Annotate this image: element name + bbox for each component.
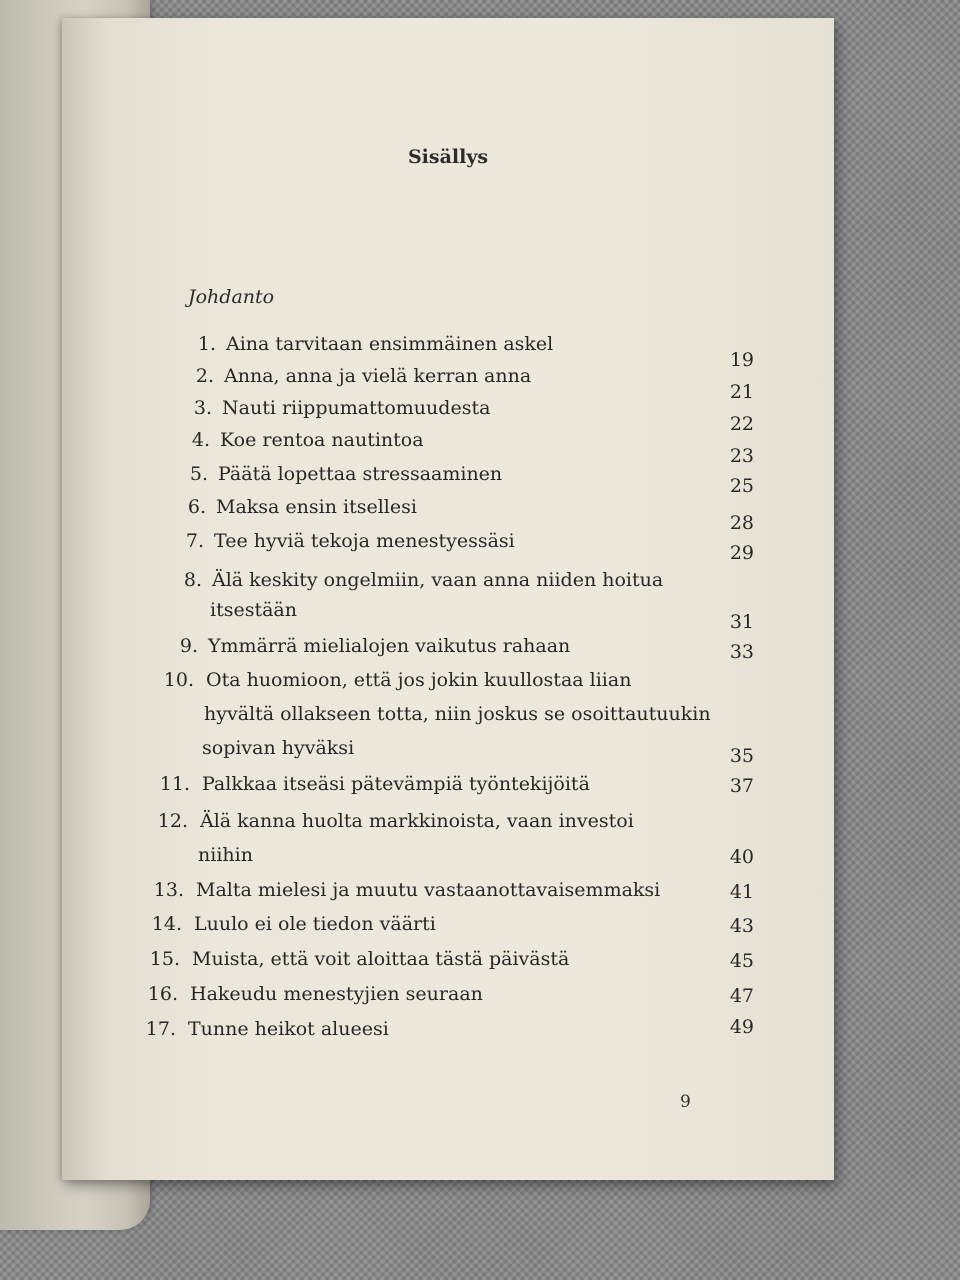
entry-page: 40 (729, 846, 754, 868)
page-number: 9 (680, 1092, 691, 1112)
entry-number: 8. (183, 569, 202, 591)
entry-title-line-2: hyvältä ollakseen totta, niin joskus se osoittautuukin (204, 703, 711, 725)
page-title: Sisällys (407, 146, 489, 168)
entry-title: Tee hyviä tekoja menestyessäsi (214, 530, 515, 552)
entry-title: Luulo ei ole tiedon väärti (194, 913, 436, 935)
entry-number: 7. (185, 530, 204, 552)
entry-number: 1. (197, 333, 216, 355)
entry-page: 45 (729, 950, 754, 972)
entry-title: Ymmärrä mielialojen vaikutus rahaan (208, 635, 571, 657)
book-page (62, 18, 834, 1180)
entry-number: 2. (195, 365, 214, 387)
entry-title: Maksa ensin itsellesi (216, 496, 417, 518)
entry-title: Palkkaa itseäsi pätevämpiä työntekijöitä (202, 773, 590, 795)
entry-title-line-1: Älä keskity ongelmiin, vaan anna niiden hoitua (212, 569, 664, 591)
entry-page: 23 (729, 445, 754, 467)
entry-page: 25 (729, 475, 754, 497)
entry-number: 14. (151, 913, 182, 935)
entry-page: 28 (729, 512, 754, 534)
entry-title: Muista, että voit aloittaa tästä päivästä (192, 948, 570, 970)
entry-number: 9. (179, 635, 198, 657)
entry-number: 11. (159, 773, 190, 795)
entry-title-line-2: itsestään (210, 599, 297, 621)
entry-title: Anna, anna ja vielä kerran anna (224, 365, 532, 387)
entry-number: 6. (187, 496, 206, 518)
entry-page: 41 (729, 881, 754, 903)
entry-page: 22 (729, 413, 754, 435)
entry-number: 12. (157, 810, 188, 832)
entry-number: 5. (189, 463, 208, 485)
entry-number: 10. (163, 669, 194, 691)
entry-page: 49 (729, 1016, 754, 1038)
entry-page: 43 (729, 915, 754, 937)
entry-page: 33 (729, 641, 754, 663)
section-label-johdanto: Johdanto (188, 286, 275, 308)
entry-title-line-3: sopivan hyväksi (202, 737, 355, 759)
entry-number: 4. (191, 429, 210, 451)
entry-title: Hakeudu menestyjien seuraan (190, 983, 483, 1005)
entry-title: Aina tarvitaan ensimmäinen askel (226, 333, 554, 355)
entry-title: Malta mielesi ja muutu vastaanottavaisemmaksi (196, 879, 661, 901)
entry-number: 15. (149, 948, 180, 970)
entry-page: 21 (729, 381, 754, 403)
entry-title: Koe rentoa nautintoa (220, 429, 424, 451)
entry-page: 29 (729, 542, 754, 564)
entry-title: Tunne heikot alueesi (188, 1018, 389, 1040)
entry-title-line-2: niihin (198, 844, 253, 866)
entry-title: Nauti riippumattomuudesta (222, 397, 491, 419)
entry-title-line-1: Ota huomioon, että jos jokin kuullostaa liian (206, 669, 632, 691)
entry-number: 3. (193, 397, 212, 419)
entry-page: 35 (729, 745, 754, 767)
entry-title: Päätä lopettaa stressaaminen (218, 463, 503, 485)
entry-page: 31 (729, 611, 754, 633)
entry-page: 47 (729, 985, 754, 1007)
entry-title-line-1: Älä kanna huolta markkinoista, vaan investoi (200, 810, 634, 832)
entry-page: 19 (729, 349, 754, 371)
entry-number: 13. (153, 879, 184, 901)
entry-page: 37 (729, 775, 754, 797)
entry-number: 17. (145, 1018, 176, 1040)
entry-number: 16. (147, 983, 178, 1005)
